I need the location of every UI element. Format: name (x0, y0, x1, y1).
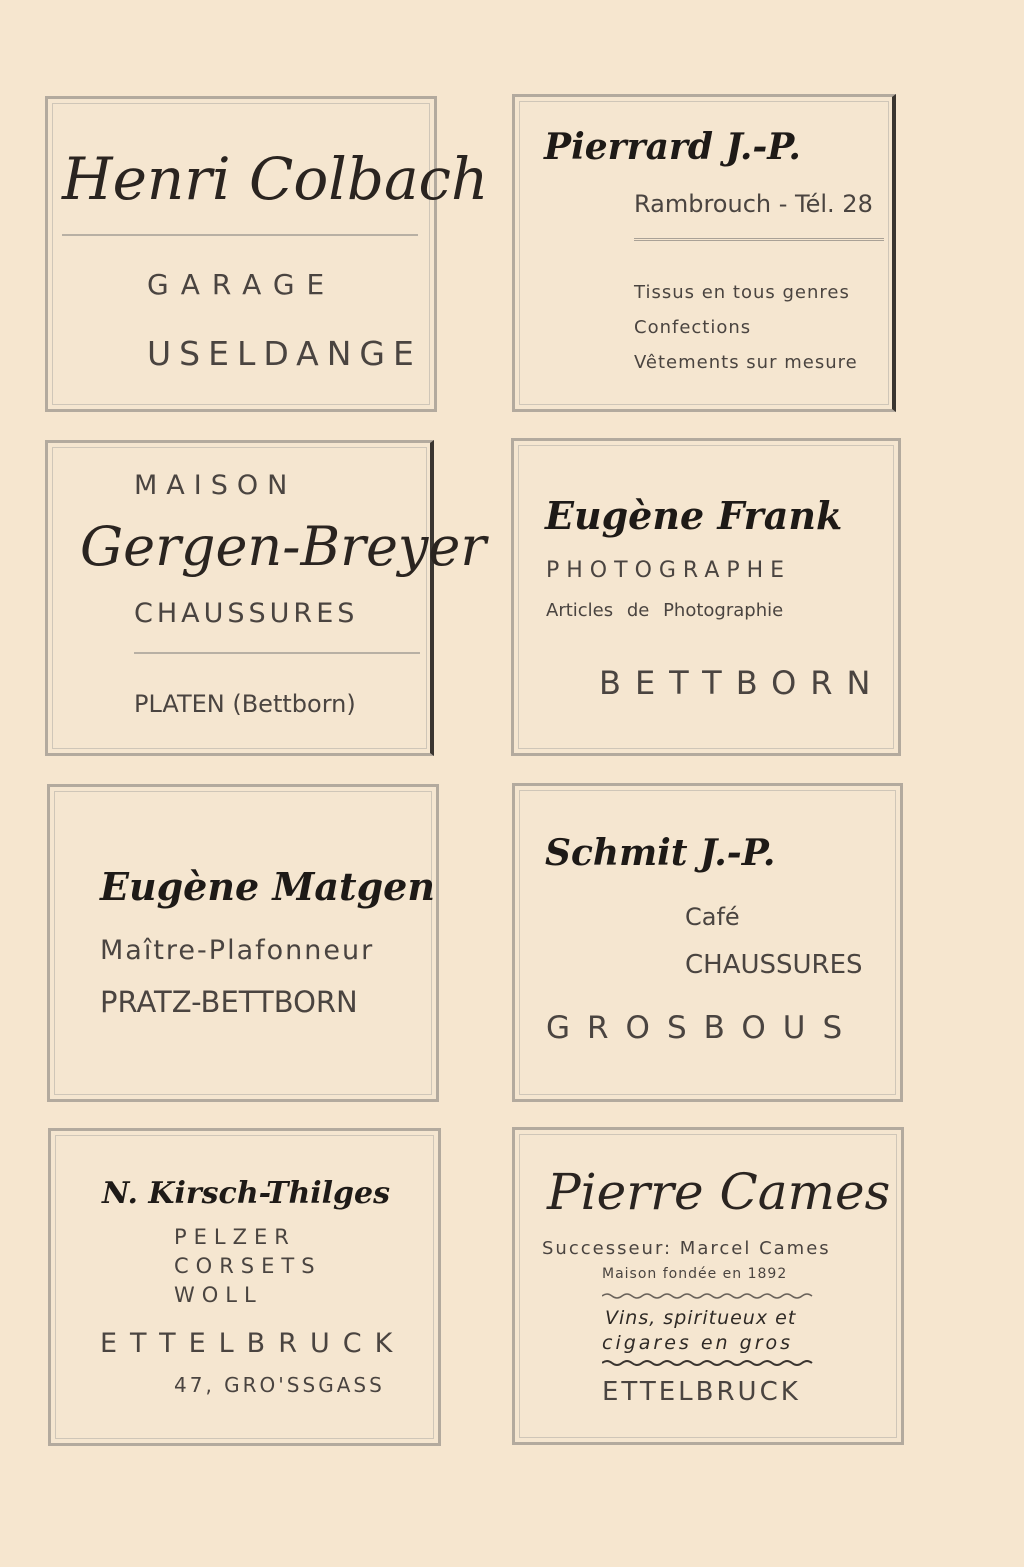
divider (134, 652, 420, 654)
ad-trade: Maître-Plafonneur (100, 935, 375, 966)
ad-location: PRATZ-BETTBORN (100, 985, 358, 1019)
ad-eugene-frank (511, 438, 901, 756)
ad-location: USELDANGE (147, 334, 422, 373)
ad-name: Pierre Cames (547, 1163, 891, 1221)
ad-trade: CHAUSSURES (134, 598, 359, 629)
ad-location: PLATEN (Bettborn) (134, 690, 356, 718)
ad-item: CORSETS (174, 1254, 322, 1278)
ad-successor: Successeur: Marcel Cames (542, 1238, 831, 1259)
ad-address: 47, GRO'SSGASS (174, 1373, 385, 1397)
ad-slogan: Vins, spiritueux et (605, 1307, 797, 1329)
ad-slogan: cigares en gros (602, 1332, 794, 1354)
ad-founded: Maison fondée en 1892 (602, 1266, 788, 1282)
ad-subtitle: Articles de Photographie (546, 600, 784, 621)
ad-trade: PHOTOGRAPHE (546, 558, 792, 583)
ad-address: Rambrouch - Tél. 28 (634, 190, 873, 218)
ad-item: PELZER (174, 1225, 296, 1249)
ad-schmit (512, 783, 903, 1102)
ad-location: GROSBOUS (546, 1010, 860, 1046)
ad-name: Eugène Frank (545, 493, 843, 538)
wavy-divider (602, 1292, 816, 1300)
ad-name: Gergen-Breyer (80, 515, 487, 578)
ad-item: Vêtements sur mesure (634, 352, 858, 373)
ad-location: ETTELBRUCK (602, 1377, 801, 1407)
ad-line2: CHAUSSURES (685, 950, 863, 980)
ad-item: Confections (634, 317, 752, 338)
ad-name: Pierrard J.-P. (544, 126, 801, 168)
ad-item: Tissus en tous genres (634, 282, 850, 303)
ad-name: N. Kirsch-Thilges (102, 1176, 391, 1211)
ad-trade: GARAGE (147, 268, 337, 301)
ad-name: Eugène Matgen (100, 864, 435, 909)
divider (634, 238, 884, 241)
ad-name: Schmit J.-P. (545, 832, 776, 874)
divider (62, 234, 418, 236)
ad-location: BETTBORN (599, 664, 885, 702)
ad-prefix: MAISON (134, 470, 297, 501)
ad-item: WOLL (174, 1283, 263, 1307)
ad-name: Henri Colbach (62, 145, 489, 213)
ad-line1: Café (685, 903, 740, 931)
ad-location: ETTELBRUCK (100, 1328, 406, 1359)
wavy-divider (602, 1359, 816, 1367)
